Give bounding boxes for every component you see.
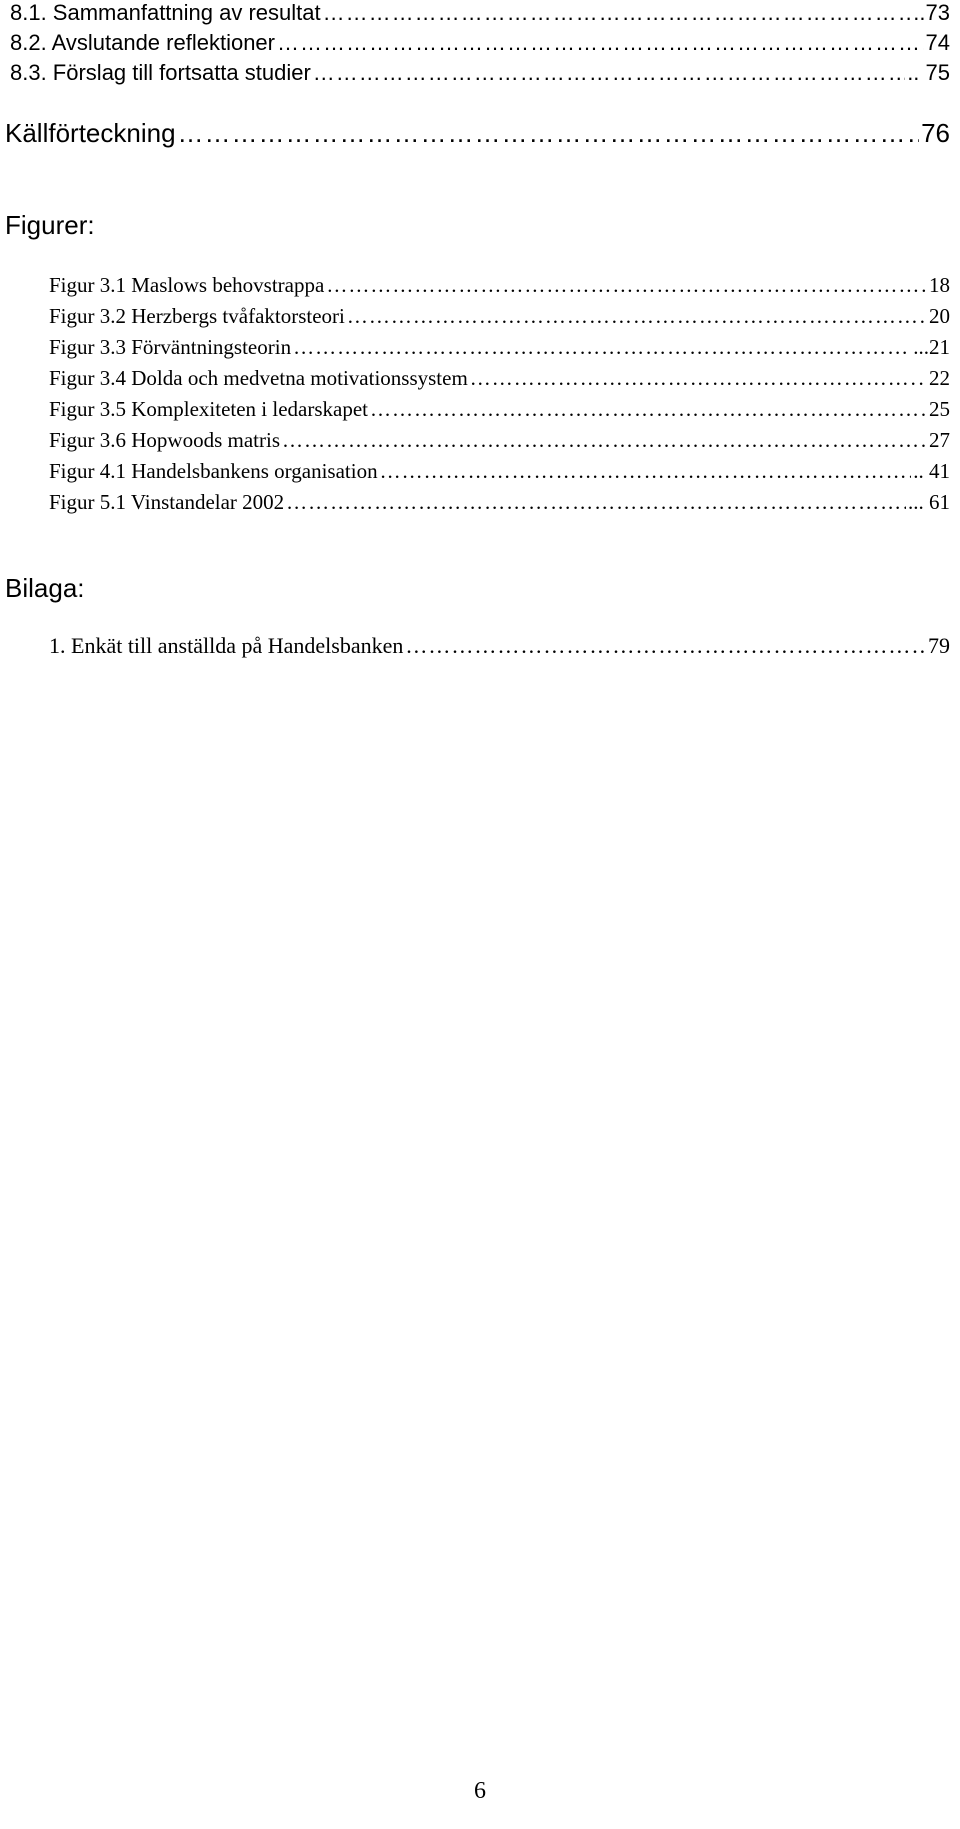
figure-entry (49, 366, 950, 391)
toc-entry-label: Källförteckning (5, 118, 176, 148)
toc-entry-label: 8.1. Sammanfattning av resultat (10, 0, 321, 25)
toc-entry-page: 74 (925, 30, 950, 55)
figure-entry-label: Figur 4.1 Handelsbankens organisation (49, 459, 378, 483)
dot-leader (370, 397, 927, 422)
figure-entry (49, 304, 950, 329)
appendix-entry-page: 79 (928, 633, 950, 658)
figure-entry-label: Figur 3.3 Förväntningsteorin (49, 335, 292, 359)
toc-entry-page: .. 75 (907, 60, 950, 85)
appendix-heading: Bilaga: (5, 573, 85, 603)
figure-entry (49, 273, 950, 298)
toc-entry-kallforteckning (5, 118, 950, 149)
figure-entry (49, 428, 950, 453)
dot-leader (380, 459, 912, 484)
toc-entry-8-3 (10, 60, 950, 86)
figure-entry (49, 490, 950, 515)
figure-entry-page: .. 41 (913, 459, 950, 483)
appendix-entry (49, 633, 950, 659)
figure-entry (49, 335, 950, 360)
figure-entry-page: . 22 (918, 366, 950, 390)
toc-entry-label: 8.2. Avslutande reflektioner (10, 30, 275, 55)
figure-entry-page: ... 61 (908, 490, 950, 514)
figure-entry-label: Figur 3.6 Hopwoods matris (49, 428, 280, 452)
dot-leader (277, 30, 924, 56)
figure-entry-page: 20 (929, 304, 950, 328)
toc-entry-8-1 (10, 0, 950, 26)
dot-leader (178, 118, 920, 149)
figure-entry (49, 397, 950, 422)
dot-leader (326, 273, 927, 298)
toc-entry-page: 76 (921, 118, 950, 148)
dot-leader (323, 0, 912, 26)
figure-entry-page: ...21 (913, 335, 950, 359)
dot-leader (286, 490, 906, 515)
figure-entry-page: 18 (929, 273, 950, 297)
figure-entry-label: Figur 3.5 Komplexiteten i ledarskapet (49, 397, 369, 421)
dot-leader (347, 304, 927, 329)
figure-entry-label: Figur 5.1 Vinstandelar 2002 (49, 490, 285, 514)
dot-leader (313, 60, 905, 86)
figure-entry-label: Figur 3.2 Herzbergs tvåfaktorsteori (49, 304, 345, 328)
figure-entry-label: Figur 3.1 Maslows behovstrappa (49, 273, 325, 297)
dot-leader (282, 428, 927, 453)
figure-entry-page: 27 (929, 428, 950, 452)
figure-entry-page: 25 (929, 397, 950, 421)
page-number: 6 (474, 1778, 486, 1804)
dot-leader (405, 633, 926, 659)
figure-entry (49, 459, 950, 484)
figure-entry-label: Figur 3.4 Dolda och medvetna motivationssystem (49, 366, 468, 390)
toc-entry-label: 8.3. Förslag till fortsatta studier (10, 60, 311, 85)
dot-leader (293, 335, 911, 360)
toc-entry-page: ..73 (913, 0, 950, 25)
dot-leader (470, 366, 917, 391)
toc-entry-8-2 (10, 30, 950, 56)
appendix-entry-label: 1. Enkät till anställda på Handelsbanken (49, 633, 404, 658)
figures-heading: Figurer: (5, 210, 95, 240)
